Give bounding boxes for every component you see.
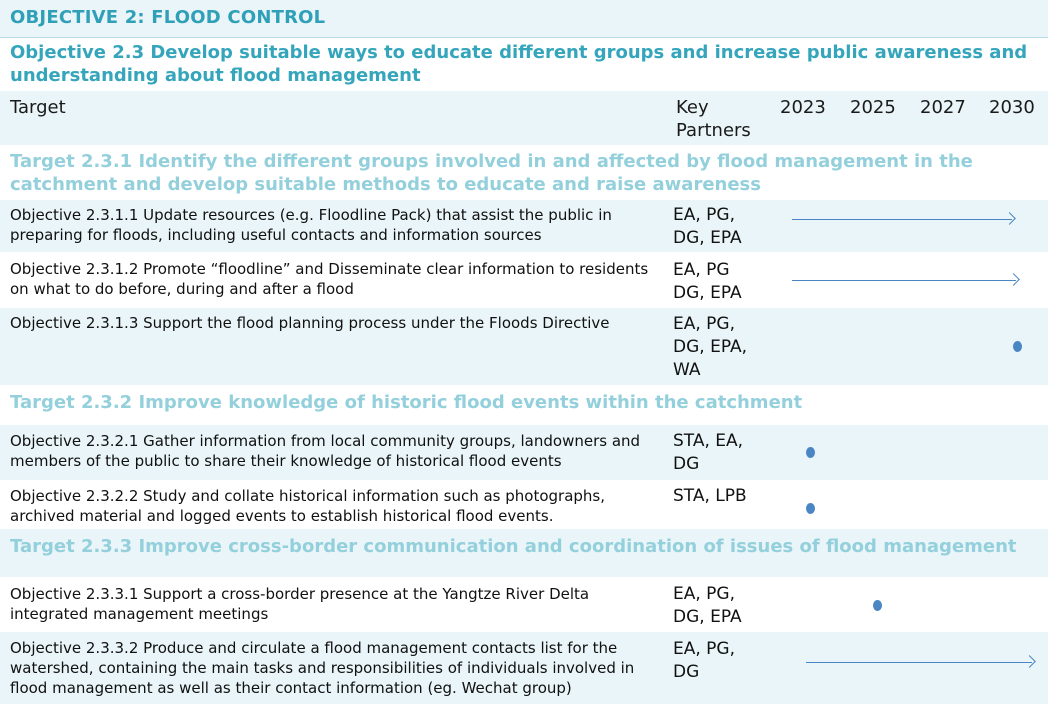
key-partners: EA, PG, DG [673,639,736,682]
target-label: Target 2.3.2 Improve knowledge of historic flood events within the catchment [10,392,803,413]
table-row [0,253,1048,308]
objective-description: Objective 2.3.2.2 Study and collate historical information such as photographs, archived material and logged events to establish historical flood events. [10,487,606,525]
objective-description: Objective 2.3.1.1 Update resources (e.g. Floodline Pack) that assist the public in preparing for floods, including useful contacts and information sources [10,206,612,244]
timeline-arrow-icon [792,280,1016,281]
objective-description: Objective 2.3.1.2 Promote “floodline” and Disseminate clear information to residents on what to do before, during and after a flood [10,260,649,298]
header-target: Target [10,97,66,118]
objective-title-bar [0,0,1048,38]
sub-objective-title: Objective 2.3 Develop suitable ways to educate different groups and increase public awareness and understanding about flood management [10,42,1028,86]
header-year: 2025 [850,97,896,118]
table-header [0,91,1048,145]
table-row [0,632,1048,704]
sub-objective-bar [0,38,1048,91]
header-partners: Key Partners [676,97,751,141]
header-year: 2030 [989,97,1035,118]
table-row [0,480,1048,529]
milestone-dot-icon [1013,341,1022,352]
key-partners: EA, PG DG, EPA [673,260,742,303]
table-row [0,577,1048,632]
milestone-dot-icon [806,503,815,514]
key-partners: EA, PG, DG, EPA, WA [673,314,748,380]
timeline-arrow-icon [792,219,1012,220]
header-year: 2027 [920,97,966,118]
table-row [0,200,1048,252]
header-year: 2023 [780,97,826,118]
objective-description: Objective 2.3.2.1 Gather information from local community groups, landowners and members of the public to share their knowledge of historical flood events [10,432,641,470]
key-partners: EA, PG, DG, EPA [673,584,742,627]
milestone-dot-icon [873,600,882,611]
table-row [0,308,1048,385]
target-label: Target 2.3.3 Improve cross-border communication and coordination of issues of flood management [10,536,1017,557]
objective-description: Objective 2.3.1.3 Support the flood planning process under the Floods Directive [10,314,610,332]
target-row [0,529,1048,577]
objective-title: OBJECTIVE 2: FLOOD CONTROL [10,7,326,28]
timeline-arrow-icon [806,662,1032,663]
milestone-dot-icon [806,447,815,458]
key-partners: STA, LPB [673,486,747,506]
objective-description: Objective 2.3.3.1 Support a cross-border presence at the Yangtze River Delta integrated management meetings [10,585,590,623]
objective-description: Objective 2.3.3.2 Produce and circulate a flood management contacts list for the watershed, containing the main tasks and responsibilities of individuals involved in flood management as well as their contact information (eg. Wechat group) [10,639,635,697]
key-partners: EA, PG, DG, EPA [673,205,742,248]
target-row [0,385,1048,425]
table-row [0,425,1048,480]
target-label: Target 2.3.1 Identify the different groups involved in and affected by flood management in the catchment and develop suitable methods to educate and raise awareness [10,151,973,195]
key-partners: STA, EA, DG [673,431,744,474]
target-row [0,145,1048,200]
